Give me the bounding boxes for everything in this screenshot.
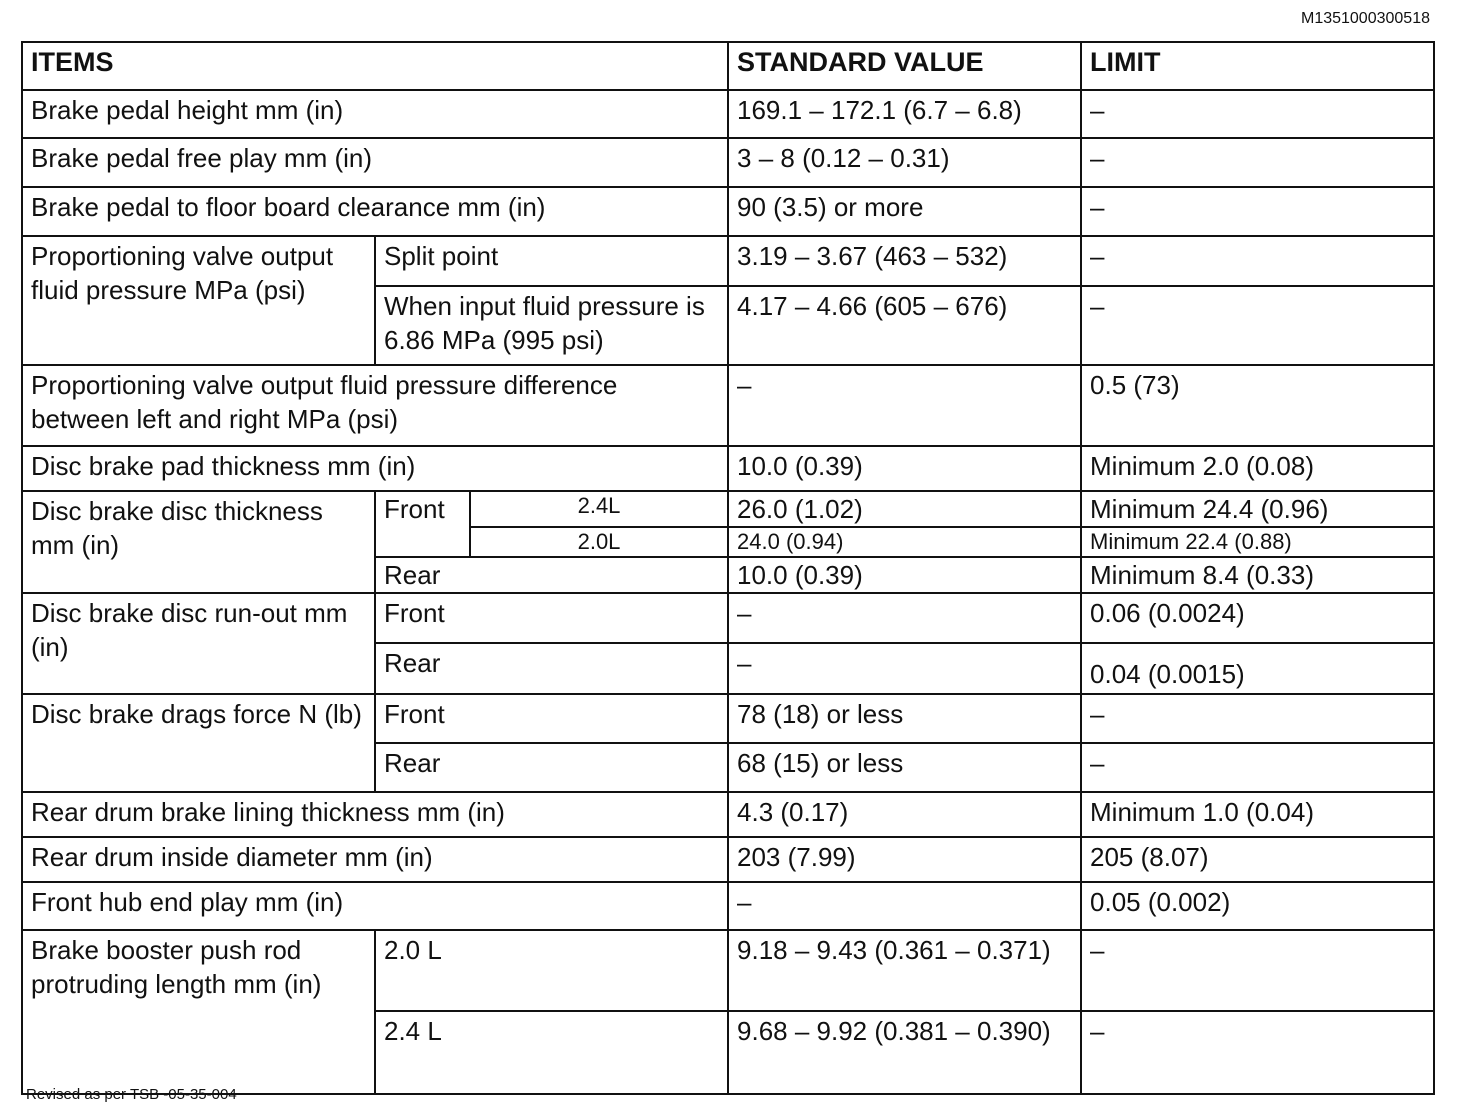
- sub-item-cell: 2.4 L: [375, 1011, 728, 1094]
- table-row: [22, 365, 1434, 446]
- limit-cell: 0.05 (0.002): [1081, 882, 1434, 930]
- item-cell: Brake booster push rod protruding length mm (in): [22, 930, 375, 1094]
- table-row: [22, 930, 1434, 1011]
- standard-cell: 169.1 – 172.1 (6.7 – 6.8): [728, 90, 1081, 138]
- sub-item-cell: Split point: [375, 236, 728, 286]
- item-cell: Disc brake disc thickness mm (in): [22, 491, 375, 593]
- header-row: [22, 42, 1434, 90]
- limit-cell: 0.04 (0.0015): [1081, 643, 1434, 694]
- revision-note: Revised as per TSB -05-35-004: [26, 1086, 237, 1103]
- limit-cell: 205 (8.07): [1081, 837, 1434, 882]
- sub-item-cell: Front: [375, 593, 728, 643]
- sub-item-cell: Rear: [375, 557, 728, 593]
- limit-cell: Minimum 22.4 (0.88): [1081, 527, 1434, 557]
- item-cell: Rear drum inside diameter mm (in): [22, 837, 728, 882]
- brake-spec-table: [21, 41, 1435, 1095]
- standard-cell: 4.3 (0.17): [728, 792, 1081, 837]
- item-cell: Brake pedal free play mm (in): [22, 138, 728, 187]
- limit-cell: Minimum 1.0 (0.04): [1081, 792, 1434, 837]
- item-cell: Disc brake pad thickness mm (in): [22, 446, 728, 491]
- item-cell: Brake pedal to floor board clearance mm (in): [22, 187, 728, 236]
- item-cell: Disc brake drags force N (lb): [22, 694, 375, 792]
- limit-cell: –: [1081, 743, 1434, 792]
- standard-cell: 78 (18) or less: [728, 694, 1081, 743]
- standard-cell: 90 (3.5) or more: [728, 187, 1081, 236]
- item-cell: Brake pedal height mm (in): [22, 90, 728, 138]
- limit-cell: 0.06 (0.0024): [1081, 593, 1434, 643]
- sub-item-cell: Front: [375, 694, 728, 743]
- table-row: [22, 882, 1434, 930]
- header-limit: LIMIT: [1081, 42, 1434, 90]
- limit-cell: –: [1081, 90, 1434, 138]
- limit-cell: –: [1081, 138, 1434, 187]
- table-row: [22, 446, 1434, 491]
- table-row: [22, 236, 1434, 286]
- standard-cell: –: [728, 882, 1081, 930]
- item-cell: Front hub end play mm (in): [22, 882, 728, 930]
- limit-cell: –: [1081, 930, 1434, 1011]
- item-cell: Disc brake disc run-out mm (in): [22, 593, 375, 694]
- table-row: [22, 491, 1434, 527]
- engine-cell: 2.0L: [470, 527, 728, 557]
- table-row: [22, 187, 1434, 236]
- limit-cell: Minimum 8.4 (0.33): [1081, 557, 1434, 593]
- table-row: [22, 694, 1434, 743]
- sub-item-cell: Rear: [375, 743, 728, 792]
- limit-cell: Minimum 24.4 (0.96): [1081, 491, 1434, 527]
- sub-item-cell: 2.0 L: [375, 930, 728, 1011]
- limit-cell: 0.5 (73): [1081, 365, 1434, 446]
- standard-cell: 4.17 – 4.66 (605 – 676): [728, 286, 1081, 365]
- standard-cell: 9.18 – 9.43 (0.361 – 0.371): [728, 930, 1081, 1011]
- standard-cell: 10.0 (0.39): [728, 557, 1081, 593]
- item-cell: Proportioning valve output fluid pressure MPa (psi): [22, 236, 375, 365]
- item-cell: Rear drum brake lining thickness mm (in): [22, 792, 728, 837]
- sub-item-cell: Rear: [375, 643, 728, 694]
- standard-cell: 3 – 8 (0.12 – 0.31): [728, 138, 1081, 187]
- table-row: [22, 138, 1434, 187]
- limit-cell: Minimum 2.0 (0.08): [1081, 446, 1434, 491]
- standard-cell: 24.0 (0.94): [728, 527, 1081, 557]
- sub-item-cell: When input fluid pressure is 6.86 MPa (995 psi): [375, 286, 728, 365]
- standard-cell: 68 (15) or less: [728, 743, 1081, 792]
- document-id: M1351000300518: [1300, 10, 1430, 27]
- limit-cell: –: [1081, 286, 1434, 365]
- standard-cell: –: [728, 643, 1081, 694]
- standard-cell: 203 (7.99): [728, 837, 1081, 882]
- standard-cell: 9.68 – 9.92 (0.381 – 0.390): [728, 1011, 1081, 1094]
- standard-cell: –: [728, 365, 1081, 446]
- table-row: [22, 90, 1434, 138]
- standard-cell: –: [728, 593, 1081, 643]
- header-items: ITEMS: [22, 42, 728, 90]
- standard-cell: 26.0 (1.02): [728, 491, 1081, 527]
- limit-cell: –: [1081, 1011, 1434, 1094]
- sub-item-cell: Front: [375, 491, 470, 557]
- engine-cell: 2.4L: [470, 491, 728, 527]
- table-row: [22, 792, 1434, 837]
- limit-cell: –: [1081, 694, 1434, 743]
- table-row: [22, 837, 1434, 882]
- standard-cell: 10.0 (0.39): [728, 446, 1081, 491]
- limit-cell: –: [1081, 236, 1434, 286]
- item-cell: Proportioning valve output fluid pressure difference between left and right MPa (psi): [22, 365, 728, 446]
- table-row: [22, 593, 1434, 643]
- header-standard-value: STANDARD VALUE: [728, 42, 1081, 90]
- standard-cell: 3.19 – 3.67 (463 – 532): [728, 236, 1081, 286]
- limit-cell: –: [1081, 187, 1434, 236]
